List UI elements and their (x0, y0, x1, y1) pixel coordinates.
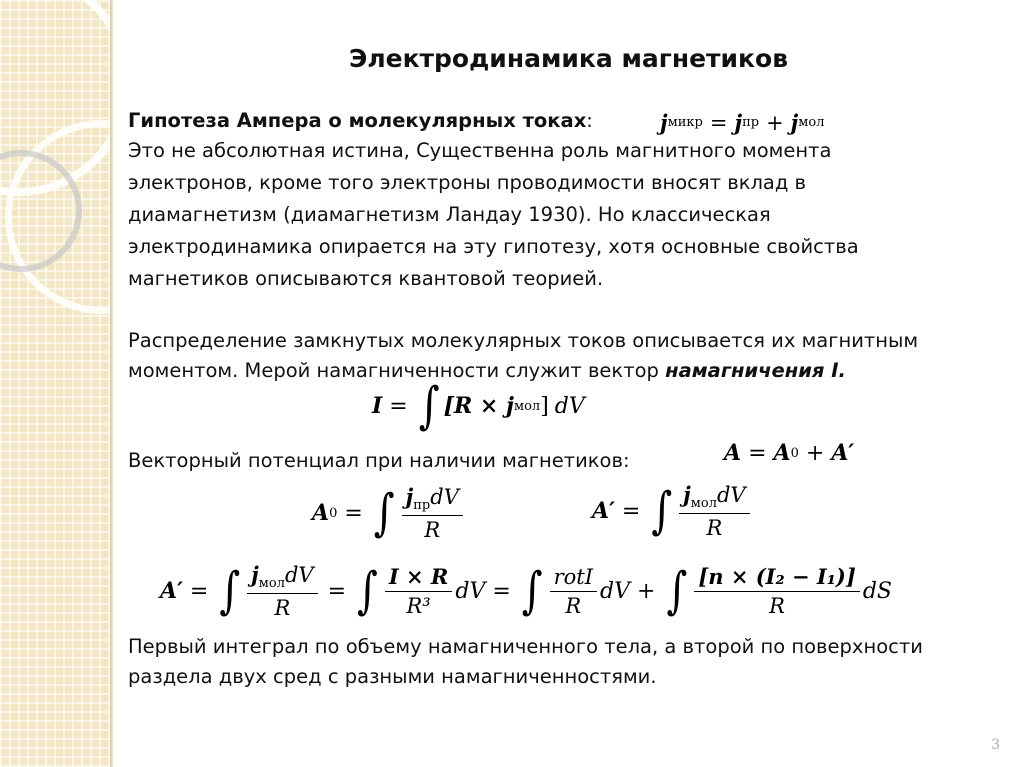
page-number: 3 (991, 737, 1000, 753)
colon: : (586, 109, 593, 132)
sidebar-edge (110, 0, 113, 767)
hypothesis-heading-line (128, 106, 593, 136)
formula-A-sum: A = A 0 + A′ (724, 440, 855, 466)
conclusion-line: раздела двух сред с разными намагниченностями. (128, 665, 657, 688)
hypothesis-heading: Гипотеза Ампера о молекулярных токах (128, 109, 587, 132)
conclusion-line: Первый интеграл по объему намагниченного тела, а второй по поверхности (128, 635, 923, 658)
hypothesis-line: магнетиков описываются квантовой теорией. (128, 267, 604, 290)
hypothesis-line: диамагнетизм (диамагнетизм Ландау 1930). Но классическая (128, 203, 771, 226)
magnetization-term: намагничения I. (665, 359, 846, 382)
hypothesis-line: электродинамика опирается на эту гипотезу, хотя основные свойства (128, 235, 859, 258)
formula-Aprime-expanded: A′ = ∫ $\frac{j_{мол}dV}{R}$ = ∫ $\frac{I \times R}{\text{R³}}$ dV = ∫ $\frac{\text{rotI}}{R}$ dV + ∫ $\frac{\text{[n × (I₂ − I₁)]}}{R}$ dS (160, 562, 892, 620)
formula-j-micro: j микр = j пр + j мол (660, 110, 825, 135)
formula-Aprime: A′ = ∫ $\frac{j_{мол}dV}{R}$ (592, 482, 753, 540)
distribution-line: Распределение замкнутых молекулярных токов описывается их магнитным (128, 329, 919, 352)
formula-A0: A 0 = ∫ $\frac{j_{пр}dV}{R}$ (312, 484, 466, 542)
distribution-text: моментом. Мерой намагниченности служит вектор (128, 359, 666, 382)
formula-magnetization: I = ∫ [R × j мол ] dV (372, 377, 585, 435)
distribution-line (128, 356, 846, 386)
slide-title: Электродинамика магнетиков (348, 44, 789, 73)
potential-text: Векторный потенциал при наличии магнетиков: (128, 449, 630, 472)
decorative-sidebar (0, 0, 110, 767)
hypothesis-line: Это не абсолютная истина, Существенна роль магнитного момента (128, 139, 832, 162)
hypothesis-line: электронов, кроме того электроны проводимости вносят вклад в (128, 171, 807, 194)
